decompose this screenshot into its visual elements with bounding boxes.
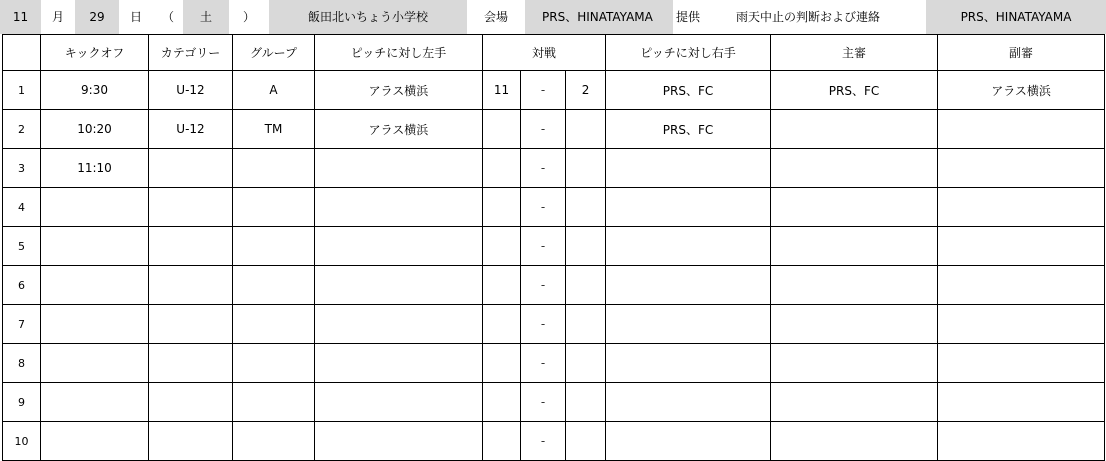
left-team-cell [315, 305, 483, 344]
referee-cell [771, 110, 938, 149]
group-cell [233, 383, 315, 422]
header-group: グループ [233, 35, 315, 71]
score-left-cell [483, 305, 521, 344]
header-strip [0, 0, 1106, 34]
assistant-cell [938, 110, 1105, 149]
category-cell [149, 149, 233, 188]
table-row [3, 422, 1105, 461]
score-dash: - [521, 227, 566, 266]
right-team-cell [606, 188, 771, 227]
provider-name: PRS、HINATAYAMA [525, 0, 673, 34]
venue-label: 会場 [483, 10, 508, 24]
header-row [3, 35, 1105, 71]
group-cell [233, 422, 315, 461]
row-number: 3 [3, 149, 41, 188]
assistant-cell: アラス横浜 [938, 71, 1105, 110]
category-cell [149, 227, 233, 266]
score-right-cell [566, 344, 606, 383]
venue-name: 飯田北いちょう小学校 [269, 0, 467, 34]
right-team-cell: PRS、FC [606, 71, 771, 110]
kickoff-cell [41, 266, 149, 305]
row-number: 7 [3, 305, 41, 344]
left-team-cell [315, 383, 483, 422]
left-team-cell [315, 344, 483, 383]
category-cell [149, 383, 233, 422]
paren-open: （ [161, 10, 174, 24]
score-dash: - [521, 383, 566, 422]
score-dash: - [521, 266, 566, 305]
table-row [3, 305, 1105, 344]
score-right-cell [566, 110, 606, 149]
table-row [3, 344, 1105, 383]
rain-contact: PRS、HINATAYAMA [926, 0, 1106, 34]
group-cell [233, 305, 315, 344]
score-right-cell [566, 383, 606, 422]
score-dash: - [521, 110, 566, 149]
left-team-cell [315, 422, 483, 461]
header-no [3, 35, 41, 71]
row-number: 9 [3, 383, 41, 422]
referee-cell: PRS、FC [771, 71, 938, 110]
header-category: カテゴリー [149, 35, 233, 71]
score-dash: - [521, 149, 566, 188]
table-row [3, 71, 1105, 110]
category-cell [149, 422, 233, 461]
month-unit: 月 [51, 10, 64, 24]
header-match: 対戦 [483, 35, 606, 71]
score-left-cell [483, 383, 521, 422]
score-left-cell [483, 227, 521, 266]
row-number: 8 [3, 344, 41, 383]
kickoff-cell [41, 227, 149, 266]
referee-cell [771, 149, 938, 188]
right-team-cell [606, 266, 771, 305]
row-number: 10 [3, 422, 41, 461]
left-team-cell [315, 149, 483, 188]
weekday-value: 土 [183, 0, 229, 34]
table-row [3, 227, 1105, 266]
kickoff-cell [41, 305, 149, 344]
right-team-cell [606, 422, 771, 461]
assistant-cell [938, 305, 1105, 344]
kickoff-cell [41, 422, 149, 461]
row-number: 2 [3, 110, 41, 149]
score-right-cell [566, 188, 606, 227]
schedule-table [2, 34, 1105, 461]
group-cell: A [233, 71, 315, 110]
header-left-team: ピッチに対し左手 [315, 35, 483, 71]
category-cell [149, 188, 233, 227]
score-dash: - [521, 71, 566, 110]
assistant-cell [938, 266, 1105, 305]
referee-cell [771, 266, 938, 305]
category-cell [149, 305, 233, 344]
right-team-cell [606, 344, 771, 383]
score-dash: - [521, 188, 566, 227]
score-right-cell: 2 [566, 71, 606, 110]
kickoff-cell: 10:20 [41, 110, 149, 149]
left-team-cell [315, 188, 483, 227]
score-left-cell [483, 422, 521, 461]
rain-decision-label: 雨天中止の判断および連絡 [736, 10, 881, 24]
score-left-cell [483, 344, 521, 383]
score-dash: - [521, 344, 566, 383]
paren-close: ） [242, 10, 255, 24]
left-team-cell [315, 266, 483, 305]
score-right-cell [566, 149, 606, 188]
kickoff-cell: 11:10 [41, 149, 149, 188]
right-team-cell [606, 383, 771, 422]
kickoff-cell [41, 383, 149, 422]
right-team-cell [606, 305, 771, 344]
row-number: 1 [3, 71, 41, 110]
score-left-cell [483, 188, 521, 227]
referee-cell [771, 344, 938, 383]
referee-cell [771, 422, 938, 461]
referee-cell [771, 383, 938, 422]
referee-cell [771, 305, 938, 344]
header-referee: 主審 [771, 35, 938, 71]
month-value: 11 [0, 0, 41, 34]
category-cell [149, 266, 233, 305]
score-right-cell [566, 305, 606, 344]
assistant-cell [938, 188, 1105, 227]
category-cell [149, 344, 233, 383]
score-right-cell [566, 227, 606, 266]
provider-label: 提供 [676, 10, 701, 24]
group-cell: TM [233, 110, 315, 149]
kickoff-cell [41, 188, 149, 227]
left-team-cell: アラス横浜 [315, 110, 483, 149]
score-left-cell [483, 266, 521, 305]
assistant-cell [938, 422, 1105, 461]
assistant-cell [938, 383, 1105, 422]
group-cell [233, 188, 315, 227]
row-number: 5 [3, 227, 41, 266]
assistant-cell [938, 344, 1105, 383]
kickoff-cell [41, 344, 149, 383]
score-dash: - [521, 422, 566, 461]
table-row [3, 110, 1105, 149]
assistant-cell [938, 149, 1105, 188]
left-team-cell: アラス横浜 [315, 71, 483, 110]
category-cell: U-12 [149, 71, 233, 110]
score-left-cell: 11 [483, 71, 521, 110]
row-number: 4 [3, 188, 41, 227]
table-row [3, 266, 1105, 305]
right-team-cell [606, 149, 771, 188]
score-right-cell [566, 266, 606, 305]
table-row [3, 383, 1105, 422]
category-cell: U-12 [149, 110, 233, 149]
score-right-cell [566, 422, 606, 461]
header-kickoff: キックオフ [41, 35, 149, 71]
day-value: 29 [75, 0, 119, 34]
kickoff-cell: 9:30 [41, 71, 149, 110]
header-right-team: ピッチに対し右手 [606, 35, 771, 71]
referee-cell [771, 188, 938, 227]
table-row [3, 149, 1105, 188]
group-cell [233, 266, 315, 305]
score-dash: - [521, 305, 566, 344]
table-row [3, 188, 1105, 227]
score-left-cell [483, 149, 521, 188]
group-cell [233, 227, 315, 266]
header-assistant: 副審 [938, 35, 1105, 71]
score-left-cell [483, 110, 521, 149]
right-team-cell [606, 227, 771, 266]
row-number: 6 [3, 266, 41, 305]
day-unit: 日 [129, 10, 142, 24]
referee-cell [771, 227, 938, 266]
left-team-cell [315, 227, 483, 266]
group-cell [233, 344, 315, 383]
group-cell [233, 149, 315, 188]
right-team-cell: PRS、FC [606, 110, 771, 149]
assistant-cell [938, 227, 1105, 266]
